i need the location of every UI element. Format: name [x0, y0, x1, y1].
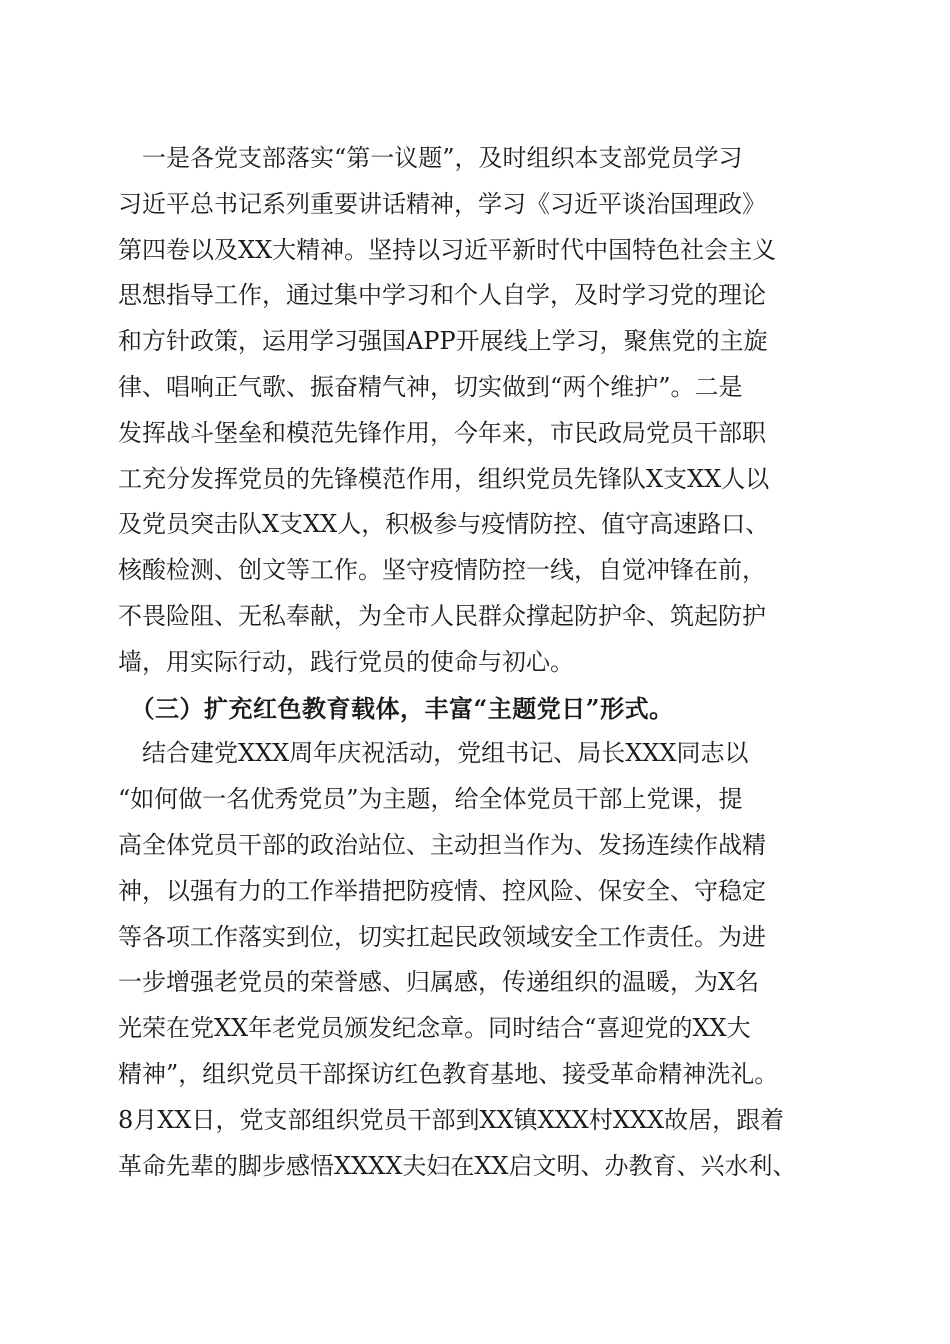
text-line-20: 光荣在党XX年老党员颁发纪念章。同时结合“喜迎党的XX大 [118, 1014, 751, 1043]
text-line-8: 工充分发挥党员的先锋模范作用，组织党员先锋队X支XX人以 [118, 464, 770, 493]
text-line-23: 革命先辈的脚步感悟XXXX夫妇在XX启文明、办教育、兴水利、 [118, 1151, 797, 1180]
text-line-16: 高全体党员干部的政治站位、主动担当作为、发扬连续作战精 [118, 830, 766, 859]
text-line-3: 第四卷以及XX大精神。坚持以习近平新时代中国特色社会主义 [118, 235, 777, 264]
text-line-14: 结合建党XXX周年庆祝活动，党组书记、局长XXX同志以 [118, 739, 749, 768]
text-line-11: 不畏险阻、无私奉献，为全市人民群众撑起防护伞、筑起防护 [118, 601, 766, 630]
text-line-9: 及党员突击队X支XX人，积极参与疫情防控、值守高速路口、 [118, 510, 770, 539]
text-line-12: 墙，用实际行动，践行党员的使命与初心。 [118, 647, 574, 676]
body-text [118, 136, 838, 1189]
text-line-18: 等各项工作落实到位，切实扛起民政领域安全工作责任。为进 [118, 922, 766, 951]
text-line-22: 8月XX日，党支部组织党员干部到XX镇XXX村XXX故居，跟着 [118, 1105, 785, 1134]
text-line-1: 一是各党支部落实“第一议题”，及时组织本支部党员学习 [118, 144, 743, 172]
text-line-15: “如何做一名优秀党员”为主题，给全体党员干部上党课，提 [118, 785, 743, 814]
section-heading: （三）扩充红色教育载体，丰富“主题党日”形式。 [118, 693, 674, 723]
text-line-5: 和方针政策，运用学习强国APP开展线上学习，聚焦党的主旋 [118, 327, 768, 356]
text-line-17: 神，以强有力的工作举措把防疫情、控风险、保安全、守稳定 [118, 876, 766, 905]
text-line-2: 习近平总书记系列重要讲话精神，学习《习近平谈治国理政》 [118, 189, 766, 218]
text-line-21: 精神”，组织党员干部探访红色教育基地、接受革命精神洗礼。 [118, 1059, 779, 1088]
text-line-6: 律、唱响正气歌、振奋精气神，切实做到“两个维护”。二是 [118, 372, 743, 401]
text-line-19: 一步增强老党员的荣誉感、归属感，传递组织的温暖，为X名 [118, 968, 760, 997]
text-line-4: 思想指导工作，通过集中学习和个人自学，及时学习党的理论 [118, 281, 766, 310]
text-line-10: 核酸检测、创文等工作。坚守疫情防控一线，自觉冲锋在前， [118, 556, 766, 585]
text-line-7: 发挥战斗堡垒和模范先锋作用，今年来，市民政局党员干部职 [118, 418, 766, 447]
